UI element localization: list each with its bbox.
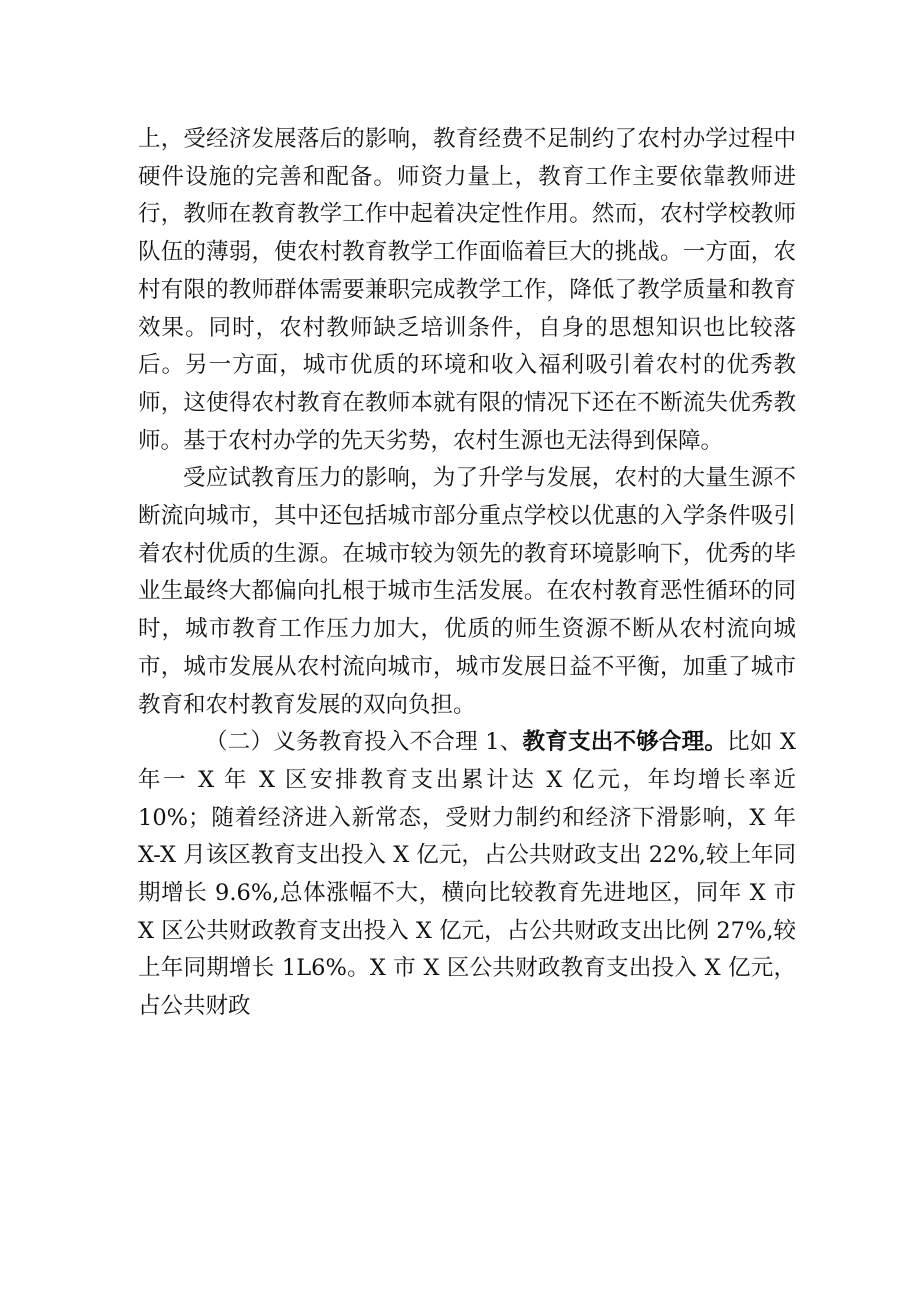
paragraph-rural-teachers: 上，受经济发展落后的影响，教育经费不足制约了农村办学过程中硬件设施的完善和配备。师资力量上，教育工作主要依靠教师进行，教师在教育教学工作中起着决定性作用。然而，农村学校教师队伍的薄弱，使农村教育教学工作面临着巨大的挑战。一方面，农村有限的教师群体需要兼职完成教学工作，降低了教学质量和教育效果。同时，农村教师缺乏培训条件，自身的思想知识也比较落后。另一方面，城市优质的环境和收入福利吸引着农村的优秀教师，这使得农村教育在教师本就有限的情况下还在不断流失优秀教师。基于农村办学的先天劣势，农村生源也无法得到保障。	[138, 126, 796, 454]
section-heading: （二）义务教育投入不合理 1、	[205, 729, 523, 756]
paragraph-exam-pressure: 受应试教育压力的影响，为了升学与发展，农村的大量生源不断流向城市，其中还包括城市部分重点学校以优惠的入学条件吸引着农村优质的生源。在城市较为领先的教育环境影响下，优秀的毕业生最终大都偏向扎根于城市生活发展。在农村教育恶性循环的同时，城市教育工作压力加大，优质的师生资源不断从农村流向城市，城市发展从农村流向城市，城市发展日益不平衡，加重了城市教育和农村教育发展的双向负担。	[138, 465, 796, 718]
paragraph-education-investment	[138, 724, 796, 1026]
document-body	[138, 121, 796, 1026]
bold-lead-sentence: 教育支出不够合理。	[522, 729, 728, 756]
paragraph-body-text: 比如 X 年一 X 年 X 区安排教育支出累计达 X 亿元，年均增长率近 10%；随着经济进入新常态，受财力制约和经济下滑影响，X 年 X-X 月该区教育支出投入 X 亿元，占公共财政支出 22%,较上年同期增长 9.6%,总体涨幅不大，横向比较教育先进地区，同年 X 市 X 区公共财政教育支出投入 X 亿元，占公共财政支出比例 27%,较上年同期增长 1L6%。X 市 X 区公共财政教育支出投入 X 亿元，占公共财政	[138, 729, 797, 1020]
